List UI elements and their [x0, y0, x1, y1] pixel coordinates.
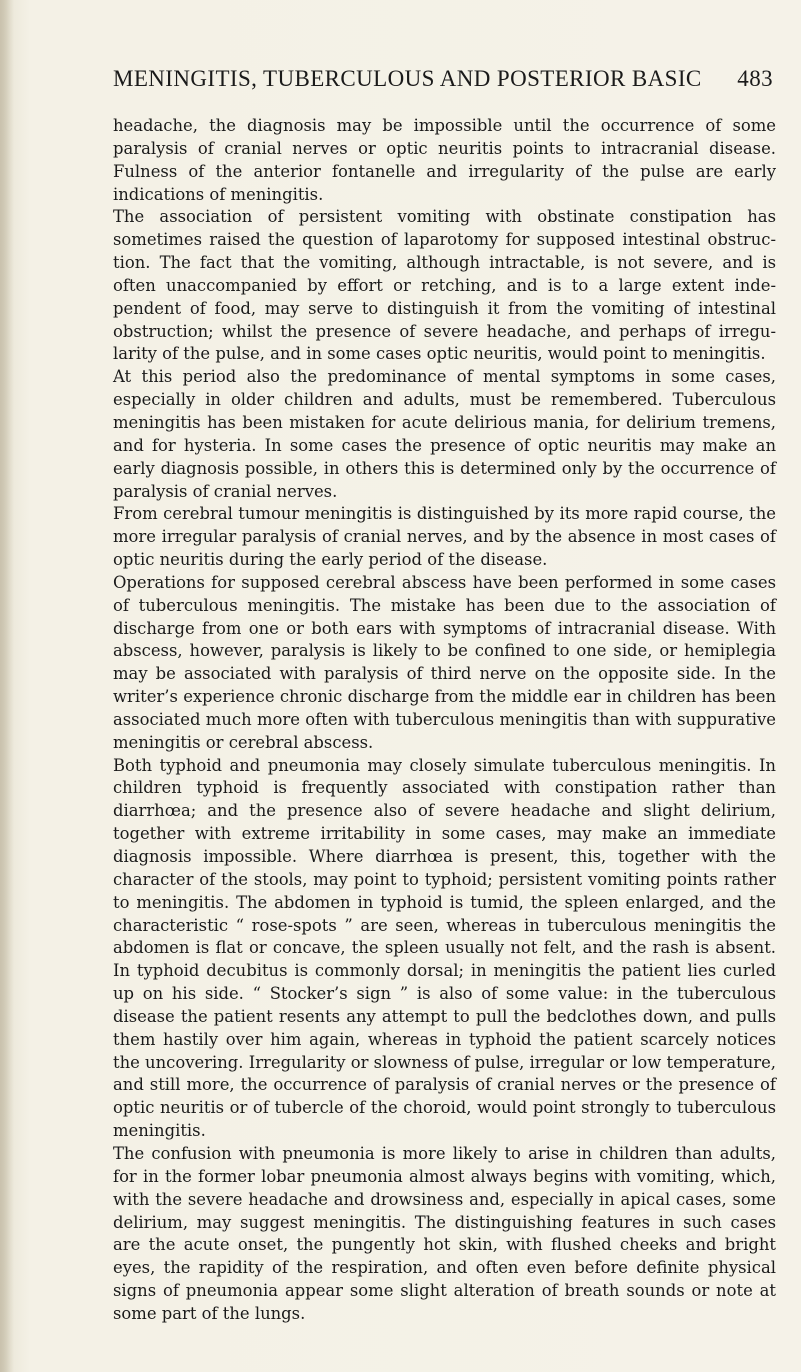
paragraph-continued-headache: headache, the diagnosis may be impossible until the occurrence of some paralysis of cranial nerves or optic neuritis points to intracranial disease. Fulness of the anterior fontanelle and irregularity of the pulse are early indications of meningitis.: [113, 116, 776, 204]
running-title: MENINGITIS, TUBERCULOUS AND POSTERIOR BASIC: [113, 66, 702, 91]
binding-gutter: [0, 0, 14, 1372]
running-header: [113, 66, 773, 96]
body-text: [113, 115, 776, 1326]
paragraph-pneumonia: The confusion with pneumonia is more likely to arise in children than adults, for in the former lobar pneumonia almost always begins with vomiting, which, with the severe headache and drowsiness and, especially in apical cases, some delirium, may suggest meningitis. The distinguishing features in such cases are the acute onset, the pungently hot skin, with flushed cheeks and bright eyes, the rapidity of the respiration, and often even before definite physical signs of pneumonia appear some slight alteration of breath sounds or note at some part of the lungs.: [113, 1143, 776, 1323]
paragraph-vomiting-constipation: The association of persistent vomiting with obstinate constipation has sometimes raised the question of laparotomy for supposed intestinal obstruction. The fact that the vomiting, although intractable, is not severe, and is often unaccompanied by effort or retching, and is to a large extent independent of food, may serve to distinguish it from the vomiting of intestinal obstruction; whilst the presence of severe headache, and perhaps of irregularity of the pulse, and in some cases optic neuritis, would point to meningitis.: [113, 207, 776, 364]
paragraph-mental-symptoms: At this period also the predominance of mental symptoms in some cases, especially in older children and adults, must be remembered. Tuberculous meningitis has been mistaken for acute delirious mania, for delirium tremens, and for hysteria. In some cases the presence of optic neuritis may make an early diagnosis possible, in others this is determined only by the occurrence of paralysis of cranial nerves.: [113, 367, 776, 501]
page-number: 483: [737, 66, 773, 91]
paragraph-cerebral-tumour: From cerebral tumour meningitis is distinguished by its more rapid course, the more irregular paralysis of cranial nerves, and by the absence in most cases of optic neuritis during the early period of the disease.: [113, 504, 776, 570]
paragraph-typhoid: Both typhoid and pneumonia may closely simulate tuberculous meningitis. In children typhoid is frequently associated with constipation rather than diarrhœa; and the presence also of severe headache and slight delirium, together with extreme irritability in some cases, may make an immediate diagnosis impossible. Where diarrhœa is present, this, together with the character of the stools, may point to typhoid; persistent vomiting points rather to meningitis. The abdomen in typhoid is tumid, the spleen enlarged, and the characteristic “ rose-spots ” are seen, whereas in tuberculous meningitis the abdomen is flat or concave, the spleen usually not felt, and the rash is absent. In typhoid decubitus is commonly dorsal; in meningitis the patient lies curled up on his side. “ Stocker’s sign ” is also of some value: in the tuberculous disease the patient resents any attempt to pull the bedclothes down, and pulls them hastily over him again, whereas in typhoid the patient scarcely notices the uncovering. Irregularity or slowness of pulse, irregular or low temperature, and still more, the occurrence of paralysis of cranial nerves or the presence of optic neuritis or of tubercle of the choroid, would point strongly to tuberculous meningitis.: [113, 755, 776, 1141]
paragraph-cerebral-abscess: Operations for supposed cerebral abscess have been performed in some cases of tuberculous meningitis. The mistake has been due to the association of discharge from one or both ears with symptoms of intracranial disease. With abscess, however, paralysis is likely to be confined to one side, or hemiplegia may be associated with paralysis of third nerve on the opposite side. In the writer’s experience chronic discharge from the middle ear in children has been associated much more often with tuberculous meningitis than with suppurative meningitis or cerebral abscess.: [113, 572, 776, 752]
